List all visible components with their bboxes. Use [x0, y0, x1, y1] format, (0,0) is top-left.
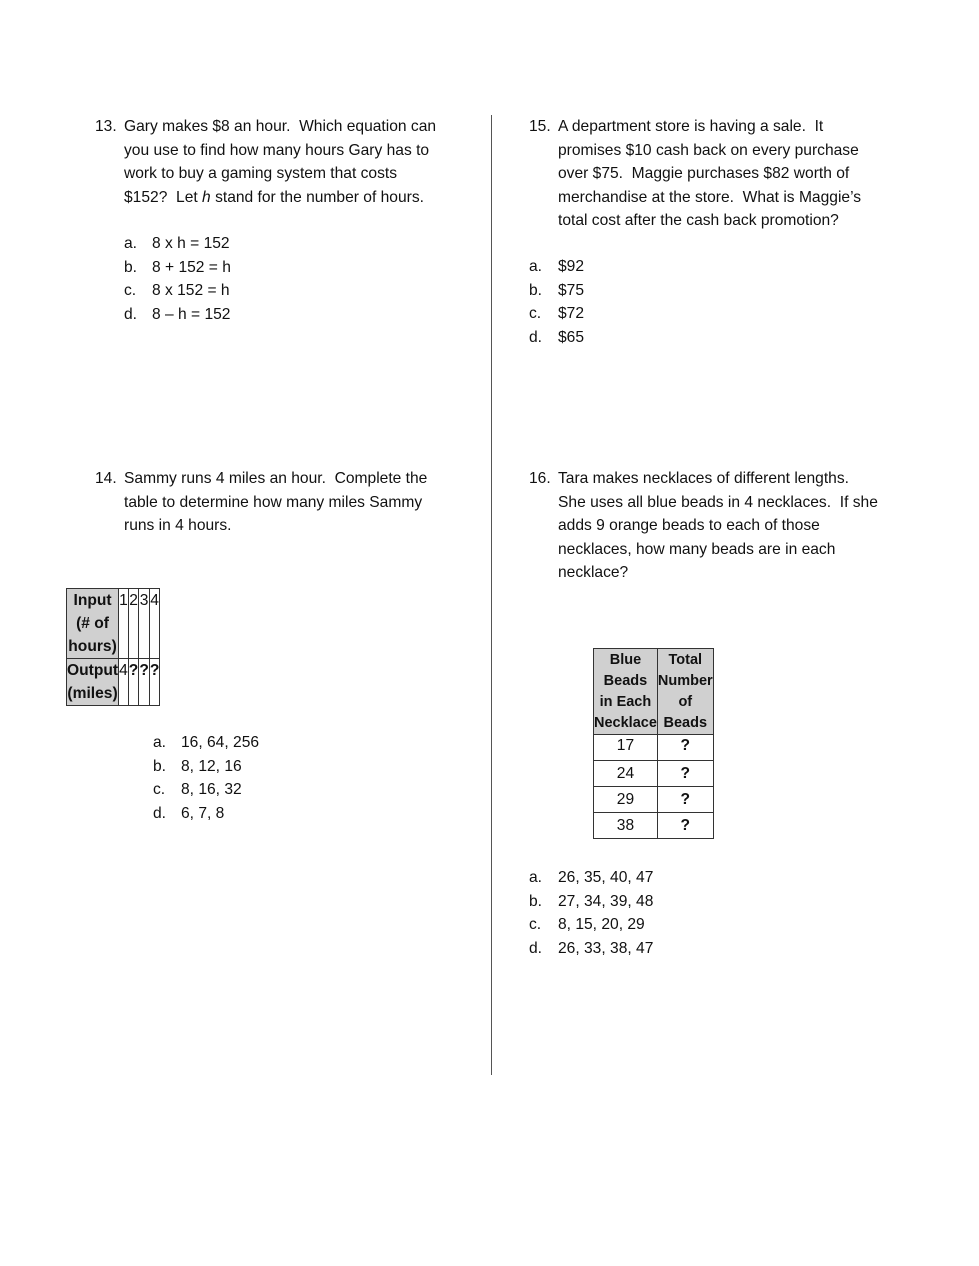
option-letter: c. — [529, 916, 542, 933]
option-text[interactable]: 8 x h = 152 — [152, 235, 230, 252]
option-letter: b. — [153, 757, 167, 775]
option-letter: b. — [124, 258, 138, 276]
question-number: 15. — [529, 118, 551, 135]
option-text[interactable]: 26, 33, 38, 47 — [558, 939, 654, 957]
option-letter: d. — [153, 804, 167, 822]
table-cell: ? — [657, 761, 713, 787]
question-number: 16. — [529, 470, 551, 487]
table-cell: 29 — [594, 787, 658, 813]
question-number: 14. — [95, 470, 117, 487]
option-text[interactable]: 8, 12, 16 — [181, 757, 242, 775]
input-cell: 4 — [149, 589, 160, 659]
question-text: She uses all blue beads in 4 necklaces. If she — [558, 493, 878, 511]
table-cell: ? — [657, 813, 713, 839]
option-text[interactable]: 6, 7, 8 — [181, 804, 225, 822]
header-line: Necklace — [594, 715, 657, 731]
table-cell: 17 — [594, 735, 658, 761]
option-text[interactable]: $72 — [558, 305, 585, 322]
question-number: 13. — [95, 118, 117, 135]
text: $152? Let — [124, 188, 203, 206]
question-text: A department store is having a sale. It — [558, 118, 824, 135]
question-text: you use to find how many hours Gary has to — [124, 141, 430, 159]
option-text[interactable]: $92 — [558, 258, 585, 275]
output-cell: ? — [139, 659, 150, 706]
table-cell: 24 — [594, 761, 658, 787]
option-letter: b. — [529, 281, 543, 299]
option-letter: d. — [529, 328, 543, 346]
option-letter: c. — [124, 282, 137, 299]
header-line: Beads — [663, 715, 708, 731]
question-text: runs in 4 hours. — [124, 517, 232, 534]
question-text: promises $10 cash back on every purchase — [558, 141, 859, 159]
label-line: Output — [67, 662, 119, 679]
column-divider — [491, 115, 492, 1075]
option-letter: a. — [124, 235, 138, 252]
option-letter: a. — [153, 734, 167, 751]
label-line: (miles) — [67, 685, 118, 702]
question-text: table to determine how many miles Sammy — [124, 493, 423, 511]
input-cell: 2 — [128, 589, 139, 659]
header-total-beads — [657, 649, 713, 735]
question-text: Tara makes necklaces of different lengths. — [558, 470, 849, 487]
option-letter: b. — [529, 892, 543, 910]
option-text[interactable]: 8 – h = 152 — [152, 305, 231, 323]
table-cell: 38 — [594, 813, 658, 839]
option-text[interactable]: $65 — [558, 328, 585, 346]
output-cell: ? — [149, 659, 160, 706]
option-letter: a. — [529, 869, 543, 886]
question-text — [124, 186, 424, 210]
option-text[interactable]: 8, 15, 20, 29 — [558, 916, 645, 933]
text: stand for the number of hours. — [210, 188, 424, 206]
question-text: necklaces, how many beads are in each — [558, 540, 836, 558]
question-text: work to buy a gaming system that costs — [124, 165, 398, 182]
option-letter: d. — [124, 305, 138, 323]
question-text: over $75. Maggie purchases $82 worth of — [558, 165, 850, 182]
label-line: Input — [73, 592, 112, 609]
output-cell: ? — [128, 659, 139, 706]
header-line: Total — [668, 652, 703, 668]
variable: h — [202, 188, 211, 206]
option-text[interactable]: 26, 35, 40, 47 — [558, 869, 654, 886]
table-cell: ? — [657, 735, 713, 761]
option-letter: c. — [153, 781, 166, 798]
input-cell: 1 — [119, 589, 129, 659]
option-text[interactable]: 8 x 152 = h — [152, 282, 230, 299]
option-text[interactable]: 8, 16, 32 — [181, 781, 242, 798]
header-line: in Each — [599, 694, 652, 710]
beads-table — [593, 648, 714, 839]
option-letter: a. — [529, 258, 543, 275]
output-label — [67, 659, 119, 706]
input-output-table — [66, 588, 160, 706]
option-letter: c. — [529, 305, 542, 322]
option-letter: d. — [529, 939, 543, 957]
question-text: necklace? — [558, 564, 629, 581]
question-text: merchandise at the store. What is Maggie’s — [558, 188, 862, 206]
header-line: Number of — [657, 673, 713, 710]
input-label — [67, 589, 119, 659]
question-text: total cost after the cash back promotion? — [558, 212, 839, 229]
option-text[interactable]: 27, 34, 39, 48 — [558, 892, 654, 910]
label-line: (# of hours) — [68, 615, 117, 655]
option-text[interactable]: 8 + 152 = h — [152, 258, 231, 276]
question-text: Gary makes $8 an hour. Which equation can — [124, 118, 437, 135]
question-text: adds 9 orange beads to each of those — [558, 517, 820, 534]
option-text[interactable]: 16, 64, 256 — [181, 734, 260, 751]
question-text: Sammy runs 4 miles an hour. Complete the — [124, 470, 428, 487]
output-cell: 4 — [119, 659, 129, 706]
header-blue-beads — [594, 649, 658, 735]
input-cell: 3 — [139, 589, 150, 659]
option-text[interactable]: $75 — [558, 281, 585, 299]
table-cell: ? — [657, 787, 713, 813]
header-line: Blue Beads — [603, 652, 648, 689]
